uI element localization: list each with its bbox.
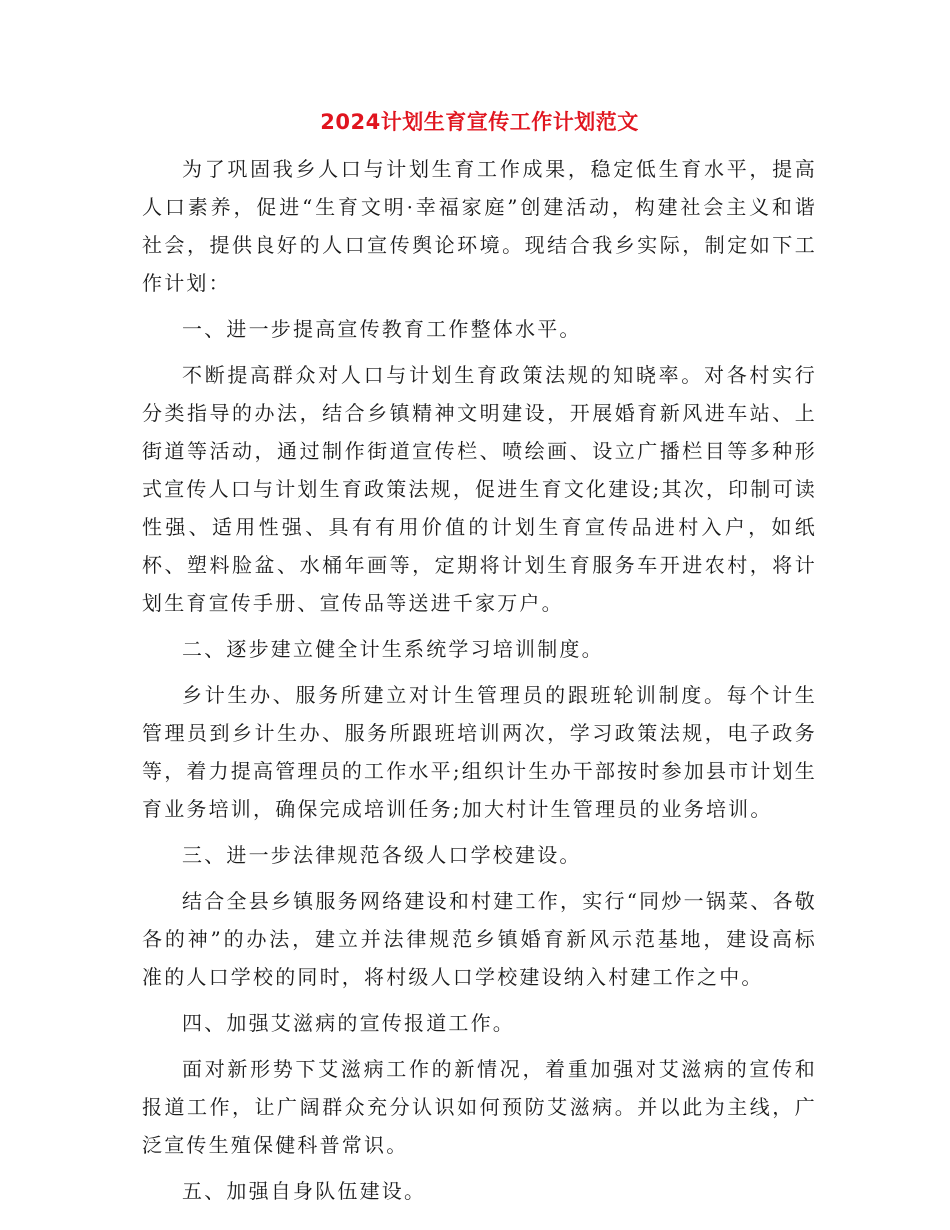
- section-3-body: 结合全县乡镇服务网络建设和村建工作，实行“同炒一锅菜、各敬各的神”的办法，建立并法律规范乡镇婚育新风示范基地，建设高标准的人口学校的同时，将村级人口学校建设纳入村建工作之中。: [142, 889, 817, 989]
- section-3-heading: 三、进一步法律规范各级人口学校建设。: [182, 843, 582, 867]
- document-page: [142, 108, 817, 1218]
- section-2-heading: 二、逐步建立健全计生系统学习培训制度。: [182, 637, 604, 661]
- section-4-body: 面对新形势下艾滋病工作的新情况，着重加强对艾滋病的宣传和报道工作，让广阔群众充分认识如何预防艾滋病。并以此为主线，广泛宣传生殖保健科普常识。: [142, 1057, 817, 1157]
- section-4-heading: 四、加强艾滋病的宣传报道工作。: [182, 1011, 515, 1035]
- section-1-heading: 一、进一步提高宣传教育工作整体水平。: [182, 317, 582, 341]
- section-2-body: 乡计生办、服务所建立对计生管理员的跟班轮训制度。每个计生管理员到乡计生办、服务所跟班培训两次，学习政策法规，电子政务等，着力提高管理员的工作水平;组织计生办干部按时参加县市计划生育业务培训，确保完成培训任务;加大村计生管理员的业务培训。: [142, 683, 817, 821]
- section-1-body: 不断提高群众对人口与计划生育政策法规的知晓率。对各村实行分类指导的办法，结合乡镇精神文明建设，开展婚育新风进车站、上街道等活动，通过制作街道宣传栏、喷绘画、设立广播栏目等多种形式宣传人口与计划生育政策法规，促进生育文化建设;其次，印制可读性强、适用性强、具有有用价值的计划生育宣传品进村入户，如纸杯、塑料脸盆、水桶年画等，定期将计划生育服务车开进农村，将计划生育宣传手册、宣传品等送进千家万户。: [142, 363, 817, 615]
- section-5-heading: 五、加强自身队伍建设。: [182, 1179, 427, 1203]
- intro-paragraph: 为了巩固我乡人口与计划生育工作成果，稳定低生育水平，提高人口素养，促进“生育文明·幸福家庭”创建活动，构建社会主义和谐社会，提供良好的人口宣传舆论环境。现结合我乡实际，制定如下工作计划：: [142, 157, 817, 295]
- document-title: 2024计划生育宣传工作计划范文: [320, 110, 639, 134]
